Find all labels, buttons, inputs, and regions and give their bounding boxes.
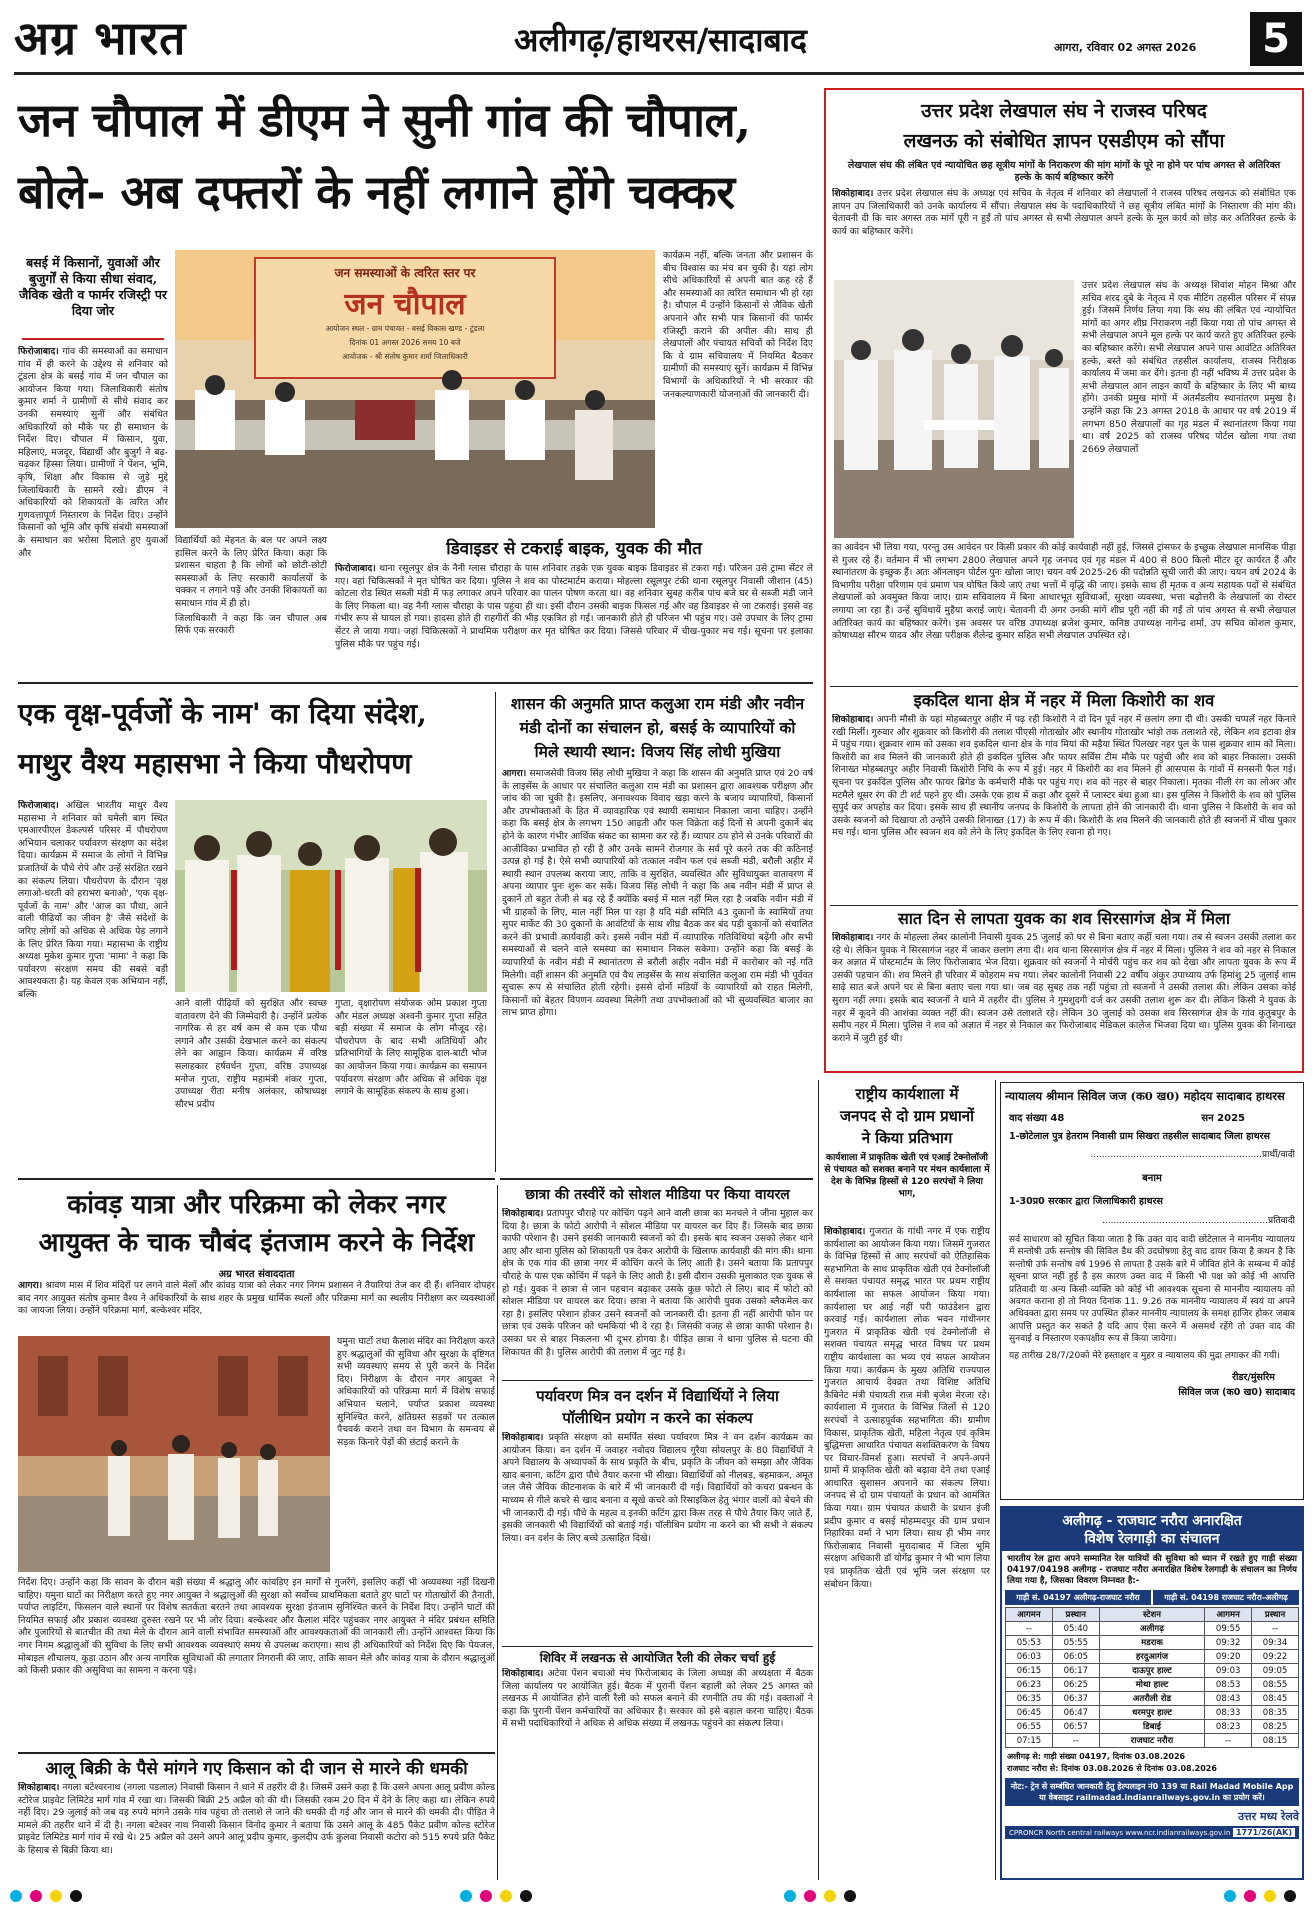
court-party2-role: ..........................................................प्रतिवादी [1102, 1216, 1295, 1226]
lekhpal-headline-1: उत्तर प्रदेश लेखपाल संघ ने राजस्व परिषद [921, 100, 1207, 122]
time-cell: -- [1252, 1622, 1299, 1636]
vert-rule-4 [995, 1080, 996, 1880]
time-cell: 06:03 [1006, 1650, 1053, 1664]
court-party1: 1-छोटेलाल पुत्र हेतराम निवासी ग्राम सिखरा तहसील सादाबाद जिला हाथरस [1009, 1131, 1270, 1142]
kanwar-dateline: आगरा। [18, 1280, 43, 1291]
time-cell: 06:45 [1006, 1706, 1053, 1720]
court-date-line: यह तारीख 28/7/20को मेरे हस्ताक्षर व मुहर व न्यायालय की मुद्रा लगाकर की गयी। [1009, 1350, 1280, 1361]
time-cell: 08:23 [1205, 1720, 1252, 1734]
banner-line3: दिनांक 01 अगस्त 2026 समय 10 बजे [349, 338, 461, 347]
paper-name: अग्र भारत [14, 11, 187, 65]
time-cell: 09:03 [1205, 1664, 1252, 1678]
lead-photo [175, 250, 655, 528]
th-dep-2: प्रस्थान [1252, 1608, 1299, 1622]
court-banam: बनाम [1142, 1173, 1162, 1184]
timetable-row [1006, 1650, 1299, 1664]
station-cell: मडराक [1099, 1636, 1204, 1650]
time-cell: 05:40 [1052, 1622, 1099, 1636]
bike-body [335, 563, 813, 675]
aloo-text: नगला बटेश्वरनाथ (नगला पडलाल) निवासी किसान ने थाने में तहरीर दी है। जिसमें उसने कहा है कि उसने अपना आलू प्रवीण कोल्ड स्टोरेज प्राइवेट लिमिटेड मार्ग गांव में रखा था। जिसकी बिक्री 25 अप्रैल को की थी। जिसकी रकम 20 दिन में देने के लिए कहा था। लेकिन रुपये नहीं दिए। 29 जुलाई को जब वह रुपये मांगने उसके गांव पहुंचा तो तलाशे ले जाने की धमकी दी गई और जान से मारने की धमकी दी। पीड़ित ने मामले की तहरीर थाने में दी है। नगला बटेश्वर नाथ निवासी किसान विनोद कुमार ने बताया कि उसने आलू के 485 पैकेट प्रवीण कोल्ड स्टोरेज प्राइवेट लिमिटेड मार्ग गांव में रखे थे। 25 अप्रैल को उसने अपने आलू प्रदीप कुमार, कुलदीप उर्फ कुलवा निवासी कटोरा को 515 रुपये प्रति पैकेट के हिसाब से बिक्री किया था। [18, 1782, 495, 1856]
subhead-rule [22, 338, 164, 340]
time-cell: 06:55 [1006, 1720, 1053, 1734]
kanwar-intro [18, 1280, 495, 1332]
time-cell: 08:43 [1205, 1692, 1252, 1706]
railway-footer-org: उत्तर मध्य रेलवे [1238, 1810, 1299, 1823]
nahar-dateline: शिकोहाबाद। [832, 714, 874, 725]
time-cell: -- [1205, 1734, 1252, 1748]
time-cell: -- [1052, 1734, 1099, 1748]
vriksh-headline-2: माथुर वैश्य महासभा ने किया पौधरोपण [18, 747, 412, 780]
vriksh-col-2 [175, 998, 327, 1172]
railway-note-2: राजघाट नरौरा से: दिनांक 03.08.2026 से दिनांक 03.08.2026 [1007, 1764, 1217, 1773]
time-cell: 09:05 [1252, 1664, 1299, 1678]
time-cell: 06:37 [1052, 1692, 1099, 1706]
kanwar-headline-1: कांवड़ यात्रा और परिक्रमा को लेकर नगर [67, 1190, 446, 1220]
railway-train-up: गाड़ी सं. 04197 अलीगढ़-राजघाट नरौरा [1005, 1590, 1151, 1605]
th-dep-1: प्रस्थान [1052, 1608, 1099, 1622]
shivir-body [502, 1668, 813, 1880]
time-cell: 05:53 [1006, 1636, 1053, 1650]
time-cell: 08:45 [1252, 1692, 1299, 1706]
time-cell: 08:25 [1252, 1720, 1299, 1734]
vriksh-col1-text: अखिल भारतीय माथुर वैश्य महासभा ने शनिवार को चमेली बाग स्थित एमआरपीएल डेकल्पर्स परिसर में पौधरोपण अभियान चलाकर पर्यावरण संरक्षण का संदेश दिया। कार्यक्रम में समाज के लोगों ने विभिन्न प्रजातियों के पौधे रोपे और उन्हें संरक्षित रखने का संकल्प लिया। पौधरोपण के दौरान 'वृक्ष लगाओ-धरती को हराभरा बनाओ', 'एक वृक्ष-पूर्वजों के नाम' और 'आज का पौधा, आने वाली पीढ़ियों का जीवन है' जैसे संदेशों के जरिए लोगों को अधिक से अधिक पेड़ लगाने के लिए प्रेरित किया गया। महासभा के राष्ट्रीय अध्यक्ष मुकेश कुमार गुप्ता 'मामा' ने कहा कि पर्यावरण संरक्षण समय की सबसे बड़ी आवश्यकता है। यह केवल एक अभियान नहीं, बल्कि [18, 800, 168, 1000]
th-arr-2: आगमन [1205, 1608, 1252, 1622]
kanwar-side-text: यमुना घाटों तथा कैलाश मंदिर का निरीक्षण करते हुए श्रद्धालुओं की सुविधा और सुरक्षा के दृष्टिगत सभी व्यवस्थाएं समय से पूरी करने के निर्देश दिए। निरीक्षण के दौरान नगर आयुक्त ने अधिकारियों को परिक्रमा मार्ग में विशेष सफाई अभियान चलाने, पर्याप्त प्रकाश व्यवस्था सुनिश्चित करने, क्षतिग्रस्त सड़कों पर तत्काल पैचवर्क कराने तथा वन विभाग के समन्वय से सड़क किनारे पेड़ों की छंटाई कराने के [337, 1336, 495, 1448]
aloo-body [18, 1782, 495, 1880]
vriksh-col3-text: गुप्ता, वृक्षारोपण संयोजक ओम प्रकाश गुप्ता और मंडल अध्यक्ष अश्वनी कुमार गुप्ता सहित बड़ी संख्या में समाज के लोग मौजूद रहे। पौधरोपण के बाद सभी अतिथियों और प्रतिभागियों के लिए सामूहिक दाल-बाटी भोज का आयोजन किया गया। कार्यक्रम का समापन पर्यावरण संरक्षण और अधिक से अधिक वृक्ष लगाने के सामूहिक संकल्प के साथ हुआ। [335, 998, 487, 1098]
lekhpal-bottom-text: का आवेदन भी लिया गया, परन्तु उस आवेदन पर किसी प्रकार की कोई कार्यवाही नहीं हुई, जिससे ट्रांसफर के इच्छुक लेखपाल मानसिक पीड़ा से गुजर रहे हैं। वर्तमान में भी लगभग 2800 लेखपाल अपने गृह जनपद एवं गृह मंडल में 400 से 800 किलो मीटर दूर कार्यरत हैं और स्थानांतरण के इच्छुक हैं। अतः ऑनलाइन पोर्टल पुनः खोला जाए। चयन वर्ष 2025-26 की पदोन्नति सूची जारी की जाए। चयन वर्ष 2024 के विभागीय परीक्षा परिणाम एवं प्रमाण पत्र घोषित किये जाएं तथा भत्तों में वृद्धि की जाए। इसके साथ ही मृतक व अन्य सहायक पदों से संबंधित लेखपालों को अवमुक्त किया जाए। ग्राम सचिवालय में बिना आधारभूत सुविधाओं, सुरक्षा व्यवस्था, भत्ता बढ़ोत्तरी के लेखपालों का रोस्टर लगाया जा रहा है। उन्हें सुविधायें मुहैया कराई जाएं। चेतावनी दी अगर उनकी मांगें शीघ्र पूरी नहीं की गईं तो पांच अगस्त से सभी लेखपाल अतिरिक्त कार्य का बहिष्कार करेंगे। इस अवसर पर वरिष्ठ उपाध्यक्ष ब्रजेश कुमार, कनिष्ठ उपाध्यक्ष नागेन्द्र शर्मा, उप सचिव कोशल कुमार, कोषाध्यक्ष सौरभ यादव और लेखा परीक्षक शैलेन्द्र कुमार सहित सभी लेखपाल उपस्थित रहे। [832, 542, 1296, 642]
railway-intro: भारतीय रेल द्वारा अपने सम्मानित रेल यात्रियों की सुविधा को ध्यान में रखते हुए गाड़ी संख्या 04197/04198 अलीगढ़ - राजघाट नरौरा अनारक्षित विशेष रेलगाड़ी के संचालन का निर्णय लिया गया है, जिसका विवरण निम्नवत है:- [1007, 1554, 1297, 1586]
lekhpal-right-text: उत्तर प्रदेश लेखपाल संघ के अध्यक्ष शिवांश मोहन मिश्रा और सचिव शरद दुबे के नेतृत्व में एक मीटिंग तहसील परिसर में संपन्न हुई। जिसमें निर्णय लिया गया कि संघ की लंबित एवं न्यायोचित मांगों का अगर शीघ्र निराकरण नहीं किया गया तो पांच अगस्त से सभी लेखपाल अपने मूल हल्के पर कार्य करते हुए अतिरिक्त हल्के का बहिष्कार करेंगे। सभी लेखपाल अपने पास आवंटित अतिरिक्त हल्के, बस्ते को संबंधित तहसील कार्यालय, राजस्व निरीक्षक कार्यालय में जमा कर देंगे। इतना ही नहीं भविष्य में उत्तर प्रदेश के सभी लेखपाल आन लाइन कार्यों के बहिष्कार के लिए भी बाध्य होंगे। उनकी प्रमुख मांगों में अंतर्मंडलीय स्थानांतरण प्रमुख है। उन्होंने कहा कि 23 अगस्त 2018 के आधार पर वर्ष 2019 में लगभग 850 लेखपालों का गृह मंडल में स्थानांतरण किया गया था। वर्ष 2025 को राजस्व परिषद पोर्टल खोला गया तथा 2669 लेखपालों [1082, 280, 1296, 455]
railway-timetable [1005, 1607, 1299, 1748]
lekhpal-dateline: शिकोहाबाद। [832, 188, 874, 199]
saat-din-dateline: शिकोहाबाद। [832, 932, 874, 943]
lead-col1-text: गांव की समस्याओं का समाधान गांव में ही करने के उद्देश्य से शनिवार को टूंडला क्षेत्र के बसई गांव में जन चौपाल का आयोजन किया गया। जिलाधिकारी संतोष कुमार शर्मा ने ग्रामीणों से सीधे संवाद कर उनकी समस्याएं सुनीं और संबंधित अधिकारियों को मौके पर ही समाधान के निर्देश दिए। चौपाल में किसान, युवा, महिलाएं, मजदूर, विद्यार्थी और बुजुर्ग ने बढ़-चढ़कर हिस्सा लिया। ग्रामीणों ने पेंशन, भूमि, कृषि, शिक्षा और विकास से जुड़े मुद्दे जिलाधिकारी के सामने रखे। डीएम ने अधिकारियों को शिकायतों के त्वरित और गुणवत्तापूर्ण निस्तारण के निर्देश दिए। उन्होंने किसानों को भूमि और कृषि संबंधी समस्याओं के समाधान का भरोसा दिलाते हुए युवाओं और [18, 346, 168, 559]
court-party2: 1-30प्र0 सरकार द्वारा जिलाधिकारी हाथरस [1009, 1196, 1163, 1207]
kanwar-byline: अग्र भारत संवाददाता [218, 1269, 295, 1280]
mid-rule-4 [18, 1752, 495, 1754]
chhatra-dateline: शिकोहाबाद। [502, 1208, 544, 1219]
paryavaran-headline-1: पर्यावरण मित्र वन दर्शन में विद्यार्थियों ने लिया [536, 1387, 779, 1405]
timetable-row [1006, 1678, 1299, 1692]
lead-col-3 [663, 250, 813, 530]
mid-rule-3 [500, 1178, 813, 1180]
lead-dateline: फिरोजाबाद। [18, 346, 59, 357]
time-cell: -- [1006, 1622, 1053, 1636]
edition-title: अलीगढ़/हाथरस/सादाबाद [514, 21, 808, 59]
saat-din-body [832, 932, 1296, 1068]
vriksh-col-1 [18, 800, 168, 1172]
timetable-row [1006, 1734, 1299, 1748]
mid-rule-2 [18, 1178, 495, 1180]
karyashala-body [824, 1226, 990, 1880]
tree-planting-photo-art [175, 800, 487, 992]
mandi-headline-1: शासन की अनुमति प्राप्त कलुआ राम मंडी और नवीन [510, 694, 805, 713]
court-seal-2: सिविल जज (क0 ख0) सादाबाद [1178, 1387, 1295, 1399]
station-cell: राजघाट नरौरा [1099, 1734, 1204, 1748]
station-cell: मोथा हाल्ट [1099, 1678, 1204, 1692]
vert-rule-3 [818, 1080, 819, 1880]
cmyk-marks-icon [0, 1889, 1315, 1903]
court-vaad: वाद संख्या 48 [1009, 1113, 1065, 1124]
timetable-row [1006, 1664, 1299, 1678]
kanwar-headline-2: आयुक्त के चाक चौबंद इंतजाम करने के निर्देश [38, 1228, 475, 1258]
masthead-rule [14, 72, 1304, 75]
nahar-headline: इकदिल थाना क्षेत्र में नहर में मिला किशोरी का शव [913, 691, 1215, 710]
time-cell: 08:55 [1252, 1678, 1299, 1692]
timetable-row [1006, 1692, 1299, 1706]
railway-notice: नोट:- ट्रेन से सम्बंधित जानकारी हेतु हेल्पलाइन नं0 139 या Rail Madad Mobile App या वेबसाइट railmadad.indianrailways.gov.in का प्रयोग करें। [1005, 1778, 1299, 1806]
mid-rule-5 [502, 1380, 813, 1381]
bike-text: थाना रसूलपुर क्षेत्र के नैनी ग्लास चौराहा के पास शनिवार तड़के एक युवक बाइक डिवाइडर से टकरा गई। परिजन उसे ट्रामा सेंटर ले गए। वहां चिकित्सकों ने मृत घोषित कर दिया। पुलिस ने शव का पोस्टमार्टम कराया। मोहल्ला रसूलपुर टंकी थाना रसूलपुर निवासी जीशान (45) कोटला रोड स्थित सब्जी मंडी में फड़ लगाकर अपने परिवार का पालन पोषण करता था। वह शनिवार सुबह करीब पांच बजे घर से सब्जी मंडी जाने के लिए निकला था। वह नैनी ग्लास चौराहा के पास पहुंचा ही था। इसी दौरान उसकी बाइक फिसल गई और वह डिवाइडर से जा टकराई। इससे वह गंभीर रूप से घायल हो गया। हादसा होते ही राहगीरों की भीड़ एकत्रित हो गई। जानकारी होते ही परिजन भी पहुंच गए। उसे उपचार के लिए ट्रामा सेंटर ले जाया गया। जहां चिकित्सकों ने प्राथमिक परीक्षण कर मृत घोषित कर दिया। जिससे परिवार में चीख-पुकार मच गई। सूचना पर इलाका पुलिस मौके पर पहुंच गई। [335, 563, 813, 650]
mandi-dateline: आगरा। [502, 768, 527, 779]
timetable-row [1006, 1706, 1299, 1720]
railway-title [1002, 1508, 1302, 1551]
vriksh-dateline: फिरोजाबाद। [18, 800, 59, 811]
aloo-dateline: शिकोहाबाद। [18, 1782, 60, 1793]
lead-col3-text: कार्यक्रम नहीं, बल्कि जनता और प्रशासन के बीच विश्वास का मंच बन चुकी है। यहां लोग सीधे अधिकारियों से अपनी बात कह रहे हैं और समस्याओं का त्वरित समाधान भी हो रहा है। चौपाल में उन्होंने किसानों से जैविक खेती अपनाने और सभी पात्र किसानों की फार्मर रजिस्ट्री कराने की अपील की। साथ ही लेखपालों और पंचायत सचिवों को निर्देश दिए कि वे ग्राम सचिवालय में नियमित बैठकर ग्रामीणों की समस्याएं सुनें। कार्यक्रम में विभिन्न विभागों के अधिकारियों ने भी सरकार की जनकल्याणकारी योजनाओं की जानकारी दी। [663, 250, 813, 400]
court-seal-1: रीडर/मुंसरिम [1232, 1372, 1275, 1384]
station-cell: डिबाई [1099, 1720, 1204, 1734]
print-registration-marks [0, 1888, 1315, 1902]
vriksh-headline-1: एक वृक्ष-पूर्वजों के नाम' का दिया संदेश, [18, 697, 427, 730]
vert-rule-1 [495, 692, 496, 1172]
time-cell: 08:35 [1252, 1706, 1299, 1720]
court-headline: न्यायालय श्रीमान सिविल जज (क0 ख0) महोदय सादाबाद हाथरस [1005, 1089, 1285, 1103]
station-cell: अतरौली रोड [1099, 1692, 1204, 1706]
kanwar-side [337, 1336, 495, 1572]
paryavaran-body [502, 1432, 813, 1642]
mid-rule-6 [502, 1646, 813, 1647]
mandi-body [502, 768, 813, 1172]
time-cell: 09:34 [1252, 1636, 1299, 1650]
mandi-headline-2: मंडी दोनों का संचालन हो, बसई के व्यापारियों को [519, 718, 796, 737]
station-cell: दाऊपुर हाल्ट [1099, 1664, 1204, 1678]
vriksh-col-3 [335, 998, 487, 1172]
time-cell: 06:47 [1052, 1706, 1099, 1720]
station-cell: धरमपुर हाल्ट [1099, 1706, 1204, 1720]
court-party1-role: ............................................................प्रार्थी/वादी [1090, 1150, 1295, 1160]
time-cell: 08:53 [1205, 1678, 1252, 1692]
banner-line2: आयोजन स्थल - ग्राम पंचायत - बसई विकास खण्ड - टूंडला [325, 324, 485, 333]
vriksh-col2-text: आने वाली पीढ़ियों को सुरक्षित और स्वच्छ वातावरण देने की जिम्मेदारी है। उन्होंने प्रत्येक नागरिक से हर वर्ष कम से कम एक पौधा लगाने और उसकी देखभाल करने का संकल्प लेने का आह्वान किया। कार्यक्रम में वरिष्ठ सलाहकार हर्षवर्धन गुप्ता, वरिष्ठ उपाध्यक्ष मनोज गुप्ता, राष्ट्रीय महामंत्री शंकर गुप्ता, उपाध्यक्ष रीता मनीष अलंकार, कोषाध्यक्ष सौरभ प्रदीप [175, 998, 327, 1110]
lekhpal-headline-2: लखनऊ को संबोधित ज्ञापन एसडीएम को सौंपा [903, 130, 1225, 152]
time-cell: 09:55 [1205, 1622, 1252, 1636]
kanwar-intro-text: श्रावण मास में शिव मंदिरों पर लगने वाले मेलों और कांवड़ यात्रा को लेकर नगर निगम प्रशासन ने तैयारियां तेज कर दी हैं। शनिवार दोपहर बाद नगर आयुक्त संतोष कुमार वैश्य ने अधिकारियों के साथ शहर के प्रमुख धार्मिक स्थलों और परिक्रमा मार्ग का स्थलीय निरीक्षण कर व्यवस्थाओं का जायजा लिया। उन्होंने परिक्रमा मार्ग, बल्केश्वर मंदिर, [18, 1280, 495, 1317]
time-cell: 05:55 [1052, 1636, 1099, 1650]
time-cell: 07:15 [1006, 1734, 1053, 1748]
kanwar-bottom-text: निर्देश दिए। उन्होंने कहा कि सावन के दौरान बड़ी संख्या में श्रद्धालु और कांवड़िए इन मार्गों से गुजरेंगे, इसलिए कहीं भी अव्यवस्था नहीं दिखनी चाहिए। यमुना घाटों का निरीक्षण करते हुए नगर आयुक्त ने श्रद्धालुओं की सुरक्षा को सर्वोच्च प्राथमिकता बताते हुए घाटों पर गोताखोरों की तैनाती, पर्याप्त लाइटिंग, फिसलन वाले स्थानों पर विशेष सतर्कता बरतने तथा आवश्यक सुरक्षा इंतजाम सुनिश्चित करने के निर्देश दिए। उन्होंने घाटों की नियमित सफाई और प्रकाश व्यवस्था दुरुस्त रखने पर भी जोर दिया। बल्केश्वर और कैलाश मंदिर पहुंचकर नगर आयुक्त ने मंदिर प्रबंधन समिति और पुजारियों से बातचीत की तथा मेले के दौरान आने वाली संभावित समस्याओं और आवश्यकताओं की जानकारी ली। उन्होंने आश्वस्त किया कि नगर निगम श्रद्धालुओं की सुविधा के लिए सभी आवश्यक व्यवस्थाएं समय से उपलब्ध कराएगा। साथ ही अधिकारियों को निर्देश दिए कि पेयजल, मोबाइल शौचालय, कूड़ा उठान और अन्य नागरिक सुविधाओं की लगातार निगरानी की जाए, ताकि सावन मेले और कांवड़ यात्रा के दौरान श्रद्धालुओं को किसी प्रकार की असुविधा का सामना न करना पड़े। [18, 1577, 495, 1677]
paryavaran-text: प्रकृति संरक्षण को समर्पित संस्था पर्यावरण मित्र ने वन दर्शन कार्यक्रम का आयोजन किया। वन दर्शन में जवाहर नवोदय विद्यालय गुरैया सोयलपुर के 80 विद्यार्थियों ने अपने विद्यालय के अध्यापकों के साथ प्रकृति के बीच, प्रकृति के जीवन को समझा और जैविक खाद बनाना, कटिंग द्वारा पौधे तैयार करना भी सीखा। विद्यार्थियों को नीलबड़, बहमाकन, अमूत जल जैसे जैविक कीटनाशक के बारे में भी जानकारी दी गई। विद्यार्थियों को कचरा प्रबन्धन के माध्यम से गीले कचरे से खाद बनाना व सूखे कचरे को रिसाइकिल हेतु भंगार वालों को बेचने की भी जानकारी दी गई। पौधे के महत्व व इनकी कटिंग द्वारा किस तरह से पौधे तैयार किए जाते हैं, इसकी जानकारी भी विद्यार्थियों को बताई गई। पॉलीथिन प्रयोग ना करने का भी सभी ने संकल्प लिया। वन दर्शन के लिए बच्चे उत्साहित दिखे। [502, 1432, 813, 1544]
time-cell: 06:57 [1052, 1720, 1099, 1734]
lekhpal-intro [832, 188, 1296, 276]
court-notice [1000, 1082, 1304, 1500]
lekhpal-right-col [1082, 280, 1296, 540]
karyashala-headline-1: राष्ट्रीय कार्यशाला में [855, 1085, 959, 1103]
station-cell: अलीगढ़ [1099, 1622, 1204, 1636]
time-cell: 06:25 [1052, 1678, 1099, 1692]
karyashala-headline-2: जनपद से दो ग्राम प्रधानों [840, 1107, 974, 1125]
railway-note-1: अलीगढ़ से: गाड़ी संख्या 04197, दिनांक 03.08.2026 [1007, 1752, 1186, 1761]
lekhpal-intro-text: उत्तर प्रदेश लेखपाल संघ के अध्यक्ष एवं सचिव के नेतृत्व में शनिवार को लेखपालों ने राजस्व परिषद लखनऊ को संबोधित एक ज्ञापन उप जिलाधिकारी को उनके कार्यालय में सौंपा। लेखपाल संघ के पदाधिकारियों ने छह सूत्रीय लंबित मांगों के निस्तारण की मांग की। चेतावनी दी कि चार अगस्त तक मांगें पूरी न हुईं तो पांच अगस्त से सभी लेखपाल अपने हल्के के मूल कार्य को छोड़ कर अतिरिक्त हल्के के कार्य का बहिष्कार करेंगे। [832, 188, 1296, 237]
station-cell: हरदुआगंज [1099, 1650, 1204, 1664]
time-cell: 09:22 [1252, 1650, 1299, 1664]
bike-headline: डिवाइडर से टकराई बाइक, युवक की मौत [446, 539, 702, 559]
railway-footer-social: CPRONCR North central railways www.ncr.indianrailways.gov.in [1009, 1828, 1231, 1837]
lead-headline-2: बोले- अब दफ्तरों के नहीं लगाने होंगे चक्कर [18, 165, 735, 219]
railway-train-down: गाड़ी सं. 04198 राजघाट नरौरा-अलीगढ़ [1153, 1590, 1299, 1605]
mandi-headline-3: मिले स्थायी स्थान: विजय सिंह लोधी मुखिया [534, 742, 781, 761]
timetable-row [1006, 1622, 1299, 1636]
temple-inspection-photo-art [18, 1336, 330, 1572]
saat-din-text: नगर के मोहल्ला लेबर कालोनी निवासी युवक 25 जुलाई को घर से बिना बताए कहीं चला गया। तब से स्वजन उसकी तलाश कर रहे थे। लेकिन युवक ने सिरसागंज नहर में जाकर छलांग लगा दी। शव थाना सिरसागंज क्षेत्र में नहर में मिला। पुलिस ने शव को नहर से निकाल कर अज्ञात में पोस्टमार्टम के लिए फिरोजाबाद भेज दिया। शुक्रवार को स्वजनों ने मोर्चरी पहुंच कर शव को देखा और लापता युवक के रूप में उसकी पहचान की। शव मिलने ही परिवार में कोहराम मच गया। लेबर कालोनी निवासी 22 वर्षीय अंकुर उपाध्याय उर्फ हिमांशु 25 जुलाई शाम साढ़े सात बजे अपने घर से बिना बताए चला गया था। जब वह सुबह तक नहीं पहुंचा तो स्वजनों ने उसकी तलाश की। लेकिन उसका कोई सुराग नहीं लगा। इसके बाद स्वजनों ने थाने में तहरीर दी। पुलिस ने गुमशुदगी दर्ज कर उसकी तलाश शुरू कर दी। लेकिन किसी ने युवक के नहर में कूदने की आशंका व्यक्त नहीं की। स्वजन उसे तलाशते रहे। लेकिन 30 जुलाई को उसका शव सिरसागंज क्षेत्र के गांव कुतुबपुर के समीप नहर में मिला। पुलिस ने शव को अज्ञात में नहर से निकाल कर फिरोजाबाद मेडिकल कालेज भिजवा दिया था। पुलिस युवक की शिनाख्त कराने में जुटी हुई थी। [832, 932, 1296, 1044]
court-san: सन 2025 [1201, 1113, 1245, 1124]
shivir-text: अटेवा पेंशन बचाओ मंच फिरोजाबाद के जिला अध्यक्ष की अध्यक्षता में बैठक जिला कार्यालय पर आयोजित हुई। बैठक में पुरानी पेंशन बहाली को लेकर 25 अगस्त को लखनऊ में आयोजित होने वाली रैली को सफल बनाने की रणनीति तय की गई। वक्ताओं ने कहा कि पुरानी पेंशन कर्मचारियों का अधिकार है। सरकार को इसे बहाल करना चाहिए। बैठक में सभी पदाधिकारियों ने अधिक से अधिक संख्या में लखनऊ पहुंचने का संकल्प लिया। [502, 1668, 813, 1730]
railway-title-1: अलीगढ़ - राजघाट नरौरा अनारक्षित [1062, 1513, 1242, 1529]
lead-col2a-text: विद्यार्थियों को मेहनत के बल पर अपने लक्ष्य हासिल करने के लिए प्रेरित किया। कहा कि प्रशासन चाहता है कि लोगों को छोटी-छोटी समस्याओं के लिए सरकारी कार्यालयों के चक्कर न लगाने पड़ें और उनकी शिकायतों का समाधान गांव में ही हो। [175, 535, 327, 609]
shivir-headline: शिविर में लखनऊ से आयोजित रैली की लेकर चर्चा हुई [539, 1651, 776, 1665]
kanwar-bottom [18, 1577, 495, 1749]
timetable-row [1006, 1720, 1299, 1734]
time-cell: 09:32 [1205, 1636, 1252, 1650]
lead-col-1 [18, 346, 168, 676]
lekhpal-photo [834, 280, 1074, 538]
time-cell: 06:35 [1006, 1692, 1053, 1706]
banner-title: जन चौपाल [344, 287, 466, 322]
kanwar-photo [18, 1336, 330, 1572]
nahar-text: अपनी मौसी के यहां मोहब्बतपुर अहीर में पढ़ रही किशोरी ने दो दिन पूर्व नहर में छलांग लगा दी थी। उसकी चप्पलें नहर किनारे रखी मिलीं। गुरुवार और शुक्रवार को किशोरी की तलाश पीएसी गोताखोर और स्थानीय गोताखोर भांड़ो तक तलाशते रहे, लेकिन शव इटावा क्षेत्र में पहुंच गया। शुक्रवार शाम को उसका शव इकदिल थाना क्षेत्र के गांव मियां की मड़ैया स्थित पिलखर नहर पुल के पास शुक्रवार शाम को मिला। किशोरी का शव मिलने की जानकारी होते ही इकदिल पुलिस और फायर सर्विस टीम मौके पर पहुंची और शव को बाहर निकाला। उसकी शिनाख्त मोहब्बतपुर अहीर निवासी किशोरी निधि के रूप में हुई। नहर में किशोरी का शव मिलने ही आसपास के गांवों में सनसनी फैल गई। सूचना पर इकदिल पुलिस और फायर ब्रिगेड के कर्मचारी मौके पर पहुंच गए। शव को नहर से बाहर निकाला। मृतका नीली रंग का लोअर और मटमैले धूसर रंग की टी शर्ट पहने हुए थी। उसके एक हाथ में कड़ा और दूसरे में प्लास्टर बंधा हुआ था। इस पुलिस ने किशोरी के शव को पुलिस सुपुर्द कर अपहोड कर दिया। इसके साथ ही स्थानीय जनपद के किशोरी के लापता होने की जानकारी दी। थाना पुलिस ने किशोरी के शव को उसके स्वजनों को दिखाया तो उन्होंने उसकी शिनाख्त (17) के रूप में की। किशोरी के शव मिलने की जानकारी होते ही स्वजनों में चीख पुकार मच गई। थाना पुलिस और स्वजन शव को लेने के लिए इकदिल के लिए रवाना हो गए। [832, 714, 1296, 839]
railway-title-2: विशेष रेलगाड़ी का संचालन [1084, 1531, 1220, 1547]
lekhpal-rule-2 [830, 905, 1298, 906]
railway-footer-code: 1771/26(AK) [1233, 1828, 1295, 1837]
lekhpal-bottom [832, 542, 1296, 682]
mid-rule-1 [18, 682, 813, 684]
lekhpal-rule-1 [830, 686, 1298, 687]
lekhpal-subhead: लेखपाल संघ की लंबित एवं न्यायोचित छह सूत्रीय मांगों के निराकरण की मांग मांगों के पूरे ना होने पर पांच अगस्त से अतिरिक्त हल्के के कार्य बहिष्कार करेंगे [847, 160, 1281, 183]
karyashala-dateline: शिकोहाबाद। [824, 1226, 866, 1237]
bike-dateline: फिरोजाबाद। [335, 563, 376, 574]
time-cell: 06:17 [1052, 1664, 1099, 1678]
railway-ad [1000, 1506, 1304, 1880]
time-cell: 06:15 [1006, 1664, 1053, 1678]
chhatra-body [502, 1208, 813, 1376]
karyashala-text: गुजरात के गांधी नगर में एक राष्ट्रीय कार्यशाला का आयोजन किया गया। जिसमें गुजरात के विभिन्न हिस्सों से आए सरपंचों को ऐतिहासिक सहभागिता के साथ प्राकृतिक खेती एवं टेक्नोलॉजी से सशक्त पंचायत समृद्ध भारत पर प्रथम राष्ट्रीय कार्यशाला का सफल आयोजन किया गया। कार्यशाला घर आई नहीं परी फाउंडेशन द्वारा करवाई गई। कार्यशाला लोक भवन गांधीनगर गुजरात में प्राकृतिक खेती एवं टेक्नोलॉजी से सशक्त पंचायत समृद्ध भारत विषय पर प्रथम राष्ट्रीय कार्यशाला का भव्य एवं सफल आयोजन किया गया। कार्यक्रम के मुख्य अतिथि राज्यपाल गुजरात आचार्य देवव्रत तथा विशिष्ट अतिथि कैबिनेट मंत्री पंचायती राज मंत्री बृजेश मेरजा रहे। कार्यशाला में गुजरात के विभिन्न जिलों से 120 सरपंचों ने उत्साहपूर्वक सहभागिता की। ग्रामीण विकास, प्राकृतिक खेती, महिला नेतृत्व एवं कृत्रिम बुद्धिमत्ता आधारित पंचायत सशक्तिकरण के विषय पर विचार-विमर्श हुआ। सरपंचों ने अपने-अपने ग्रामों में प्राकृतिक खेती को बढ़ावा देने तथा एआई आधारित सुशासन अपनाने का संकल्प लिया। जनपद से दो ग्राम पंचायतों के प्रधान को आमंत्रित किया गया। ग्राम पंचायत कंधारी के प्रधान इंजी प्रदीप कुमार व बसई मोहम्मदपुर की ग्राम प्रधान निहारिका वर्मा ने भाग लिया। साथ ही भीम नगर फिरोजाबाद निवासी मुरादाबाद में जिला भूमि संरक्षण अधिकारी डॉ योगेंद्र कुमार ने भी भाग लिया एवं प्राकृतिक खेती एवं भूमि जल संरक्षण पर संबोधन किया। [824, 1226, 990, 1590]
time-cell: 06:23 [1006, 1678, 1053, 1692]
saat-din-headline: सात दिन से लापता युवक का शव सिरसागंज क्षेत्र में मिला [897, 909, 1231, 928]
lead-col-2 [175, 535, 327, 677]
lead-subhead: बसई में किसानों, युवाओं और बुजुर्गों से किया सीधा संवाद, जैविक खेती व फार्मर रजिस्ट्री पर दिया जोर [18, 255, 168, 318]
nahar-body [832, 714, 1296, 902]
memorandum-photo-art [834, 280, 1074, 538]
mandi-text: समाजसेवी विजय सिंह लोधी मुखिया ने कहा कि शासन की अनुमति प्राप्त एवं 20 वर्ष के लाइसेंस के आधार पर संचालित कलुआ राम मंडी का प्रशासन द्वारा आवश्यक परीक्षण और जांच की जा चुकी है। इसलिए, अनावश्यक विवाद खड़ा करने के बजाय व्यापारियों, किसानों और उपभोक्ताओं के हित में व्यावहारिक एवं स्थायी समाधान निकाला जाना चाहिए। उन्होंने कहा कि बसई क्षेत्र के लगभग 150 आढ़ती और फल विक्रेता कई दिनों से अपनी दुकानें बंद होने के कारण गंभीर आर्थिक संकट का सामना कर रहे हैं। व्यापार ठप होने से उनके परिवारों की आजीविका प्रभावित हो रही है और उनके सामने रोजगार के सर्व पूरे करने तक की कठिनाई उत्पन्न हो गई है। ऐसे सभी व्यापारियों को तत्काल नवीन फल एवं सब्जी मंडी, बरौली अहीर में स्थायी स्थान उपलब्ध कराया जाए, ताकि व सुरक्षित, व्यवस्थित और सुविधायुक्त वातावरण में अपना व्यापार पुनः शुरू कर सकें। विजय सिंह लोधी ने कहा कि अब नवीन मंडी में प्राप्त से दुकानें तो बहुत तेजी से बढ़ रहे हैं क्योंकि बसई में माल नहीं मिल रहा है जबकि नवीन मंडी में भी ग्राहकों के लिए, माल नहीं मिल पा रहा है यदि मंडी समिति 43 दुकानों के स्वामियों तथा सुपर मार्केट की 30 दुकानों के आवंटियों के साथ शीघ्र बैठक कर बंद पड़ी दुकानों को संचालित करने की प्रभावी कार्यवाही करे। इससे नवीन मंडी में व्यापारिक गतिविधियां बढ़ेंगी और सभी समस्याओं से चलने वाले समस्या का समाधान निकल सकेगा। उन्होंने कहा कि बसई के व्यापारियों के नवीन मंडी में स्थानांतरण से बरौली अहीर नवीन मंडी में कारोबार को नई गति मिलेगी। वहीं शासन की अनुमति एवं वैध लाइसेंस के साथ संचालित कलुआ राम मंडी भी पूर्ववत सुचारू रूप से संचालित होती रहेगी। इससे दोनों मंडियों के व्यापारियों को राहत मिलेगी, किसानों को बेहतर विपणन व्यवस्था मिलेगी तथा उपभोक्ताओं को भी सुव्यवस्थित बाजार का लाभ प्राप्त होगा। [502, 768, 813, 1019]
th-arr-1: आगमन [1006, 1608, 1053, 1622]
time-cell: 08:15 [1252, 1734, 1299, 1748]
karyashala-headline-3: ने किया प्रतिभाग [861, 1129, 953, 1147]
masthead [14, 10, 1304, 70]
lead-headline-1: जन चौपाल में डीएम ने सुनी गांव की चौपाल, [18, 93, 751, 147]
shivir-dateline: शिकोहाबाद। [502, 1668, 544, 1679]
page-number: 5 [1250, 12, 1302, 66]
court-text: सर्व साधारण को सूचित किया जाता है कि उक्त वाद वादी छोटेलाल ने माननीय न्यायालय में सन्तोषी उर्फ सन्तोष की सिविल डैथ की उदघोषणा हेतु वाद दायर किया है कथन है कि सन्तोषी उर्फ सन्तोष वर्ष 1996 से लापता है उसके बारे में जीवित होने के सम्बन्ध में कोई सूचना प्राप्त नहीं हुई है इस कारण उक्त वाद में किसी भी पक्ष को कोई भी आपत्ति प्रतिवादी या अन्य किसी व्यक्ति को कोई भी आवश्यक सूचना से माननीय न्यायालय को अवगत कराना हो तो नियत दिनांक 11. 9.26 तक माननीय न्यायालय में स्वयं या अपने अधिवक्ता द्वारा समय पर उपस्थित होकर माननीय न्यायालय के समक्ष हाजिर होकर जबाब आपत्ति प्रस्तुत कर सकते है यदि आप ऐसा करने में असमर्थ रहेंगे तो उक्त वाद की सुनवाई व निस्तारण एकपक्षीय रूप से किया जायेगा। [1009, 1235, 1295, 1345]
banner-line1: जन समस्याओं के त्वरित स्तर पर [334, 266, 476, 280]
time-cell: 06:05 [1052, 1650, 1099, 1664]
time-cell: 08:33 [1205, 1706, 1252, 1720]
chhatra-text: प्रतापपुर चौराहे पर कोचिंग पढ़ने आने वाली छात्रा का मनचले ने जीना मुहाल कर दिया है। छात्रा के फोटो आरोपी ने सोशल मीडिया पर वायरल कर दिए हैं। जिसके बाद छात्रा काफी परेशान है। उसने इसकी जानकारी स्वजनों को दी। इसके बाद स्वजन उसको लेकर थाने आए और थाना पुलिस को शिकायती पत्र देकर आरोपी के खिलाफ कार्यवाही की मांग की। थाना क्षेत्र के एक गांव की छात्रा नगर में कोचिंग करने के लिए आती है। उसने बताया कि प्रतापपुर चौराहे के पास एक कोचिंग में पढ़ने के लिए आती है। इसी दौरान उसकी मुलाकात एक युवक से हो गई। युवक ने छात्रा से जान पहचान बढ़ाकर उसके कुछ फोटो ले लिए। बाद में फोटो को सोशल मीडिया पर वायरल कर दिया। छात्रा ने बताया कि आरोपी युवक उसको ब्लैकमेल कर रहा है। इसलिए परेशान होकर उसने स्वजनों को जानकारी दी। इतना ही नहीं आरोपी फोन पर छात्रा एवं उसके परिजन को धमकियां भी दे रहा है। जिसकी वजह से छात्रा काफी परेशान है। उसका घर से बाहर निकलना भी दूभर होगया है। पीड़ित छात्रा ने थाना पुलिस से घटना की शिकायत की है। पुलिस आरोपी की तलाश में जुट गई है। [502, 1208, 813, 1358]
banner-line4: आयोजक - श्री संतोष कुमार शर्मा जिलाधिकारी [342, 352, 468, 361]
time-cell: 09:20 [1205, 1650, 1252, 1664]
th-station: स्टेशन [1099, 1608, 1204, 1622]
aloo-headline: आलू बिक्री के पैसे मांगने गए किसान को दी जान से मारने की धमकी [45, 1759, 468, 1779]
vriksh-photo [175, 800, 487, 992]
chhatra-headline: छात्रा की तस्वीरें को सोशल मीडिया पर किया वायरल [525, 1187, 790, 1203]
timetable-row [1006, 1636, 1299, 1650]
date-line: आगरा, रविवार 02 अगस्त 2026 [1054, 41, 1197, 54]
karyashala-subhead: कार्यशाला में प्राकृतिक खेती एवं एआई टेक्नोलॉजी से पंचायत को सशक्त बनाने पर मंथन कार्यशाला में देश के विभिन्न हिस्सों से 120 सरपंचों ने लिया भाग, [824, 1153, 990, 1199]
paryavaran-headline-2: पॉलीथिन प्रयोग न करने का संकल्प [562, 1409, 753, 1427]
paryavaran-dateline: शिकोहाबाद। [502, 1432, 544, 1443]
vert-rule-2 [497, 1185, 498, 1880]
lead-col2b-text: जिलाधिकारी ने कहा कि जन चौपाल अब सिर्फ एक सरकारी [175, 612, 327, 637]
